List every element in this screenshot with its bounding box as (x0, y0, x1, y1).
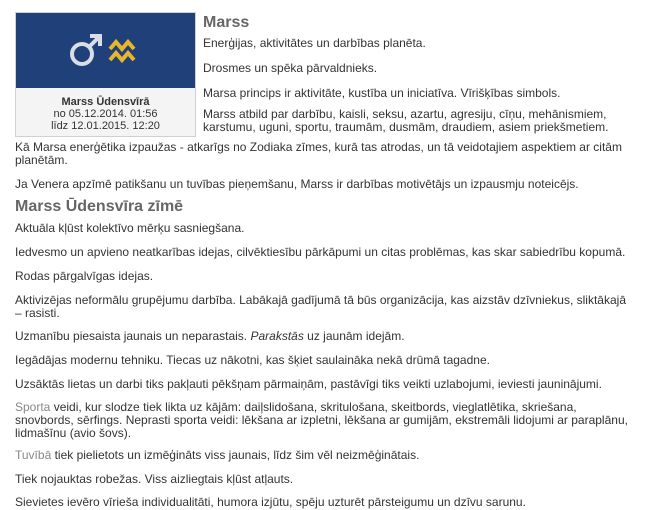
transit-period (16, 88, 195, 132)
section-title: Marss Ūdensvīra zīmē (15, 198, 184, 215)
emphasis-text: Parakstās (250, 329, 304, 343)
section-paragraph: Aktuāla kļūst kolektīvo mērķu sasniegšana. (15, 221, 245, 235)
planet-title: Marss (203, 14, 250, 31)
transit-end-date: līdz 12.01.2015. 12:20 (51, 120, 160, 132)
intro-paragraph: Marsa princips ir aktivitāte, kustība un iniciatīva. Vīrišķības simbols. (203, 86, 561, 100)
section-paragraph: Uzmanību piesaista jaunais un neparastais. Parakstās uz jaunām idejām. (15, 329, 405, 343)
section-paragraph: Tiek nojauktas robežas. Viss aizliegtais kļūst atļauts. (15, 472, 294, 486)
mars-symbol-icon (72, 36, 100, 64)
planet-intro (203, 12, 623, 142)
highlight-label: Tuvībā (15, 448, 52, 462)
intro-paragraph: Drosmes un spēka pārvaldnieks. (203, 61, 378, 75)
note-paragraph: Ja Venera apzīmē patikšanu un tuvības pieņemšanu, Marss ir darbības motivētājs un izpausmju noteicējs. (15, 177, 579, 191)
intro-paragraph: Marss atbild par darbību, kaisli, seksu, azartu, agresiju, cīņu, mehānismiem, karstumu, uguni, sportu, traumām, dusmām, draudiem, asiem priekšmetiem. (203, 107, 609, 134)
section-paragraph: Iedvesmo un apvieno neatkarības idejas, cilvēktiesību pārkāpumi un citas problēmas, kas skar sabiedrību kopumā. (15, 245, 626, 259)
planet-sign-card (15, 12, 196, 137)
highlight-label: Sporta (15, 400, 51, 414)
section-paragraph: Rodas pārgalvīgas idejas. (15, 269, 154, 283)
planet-banner (16, 13, 195, 88)
section-paragraph: Sporta veidi, kur slodze tiek likta uz kājām: daiļslidošana, skritulošana, skeitbords, vieglatlētika, skriešana, snovbords, sērfings. Neprasti sporta veidi: lēkšana ar izpletni, lēkšana ar gumijām, ekstremāli lidojumi ar paraplānu, lidmašīnu (avio šovs). (15, 400, 628, 440)
section-paragraph: Sievietes ievēro vīrieša individualitāti, humora izjūtu, spēju uzturēt pārsteigumu un dzīvu sarunu. (15, 495, 526, 509)
section-paragraph: Aktivizējas neformālu grupējumu darbība. Labākajā gadījumā tā būs organizācija, kas aizstāv dzīvniekus, sliktākajā – rasisti. (15, 293, 626, 320)
mars-aquarius-symbols-icon (64, 29, 154, 73)
section-paragraph: Uzsāktās lietas un darbi tiks pakļauti pēkšņam pārmaiņām, pastāvīgi tiks veikti uzlabojumi, ieviesti jauninājumi. (15, 377, 602, 391)
transit-start-date: no 05.12.2014. 01:56 (53, 108, 158, 120)
transit-title: Marss Ūdensvīrā (61, 96, 150, 108)
section-paragraph: Tuvībā tiek pielietots un izmēģināts viss jaunais, līdz šim vēl neizmēģinātais. (15, 448, 420, 462)
section-paragraph: Iegādājas modernu tehniku. Tiecas uz nākotni, kas šķiet saulaināka nekā drūmā tagadne. (15, 353, 490, 367)
intro-paragraph: Enerģijas, aktivitātes un darbības planēta. (203, 36, 426, 50)
aquarius-symbol-icon (110, 42, 134, 60)
note-paragraph: Kā Marsa enerģētika izpaužas - atkarīgs no Zodiaka zīmes, kurā tas atrodas, un tā veidotajiem aspektiem ar citām planētām. (15, 140, 622, 167)
